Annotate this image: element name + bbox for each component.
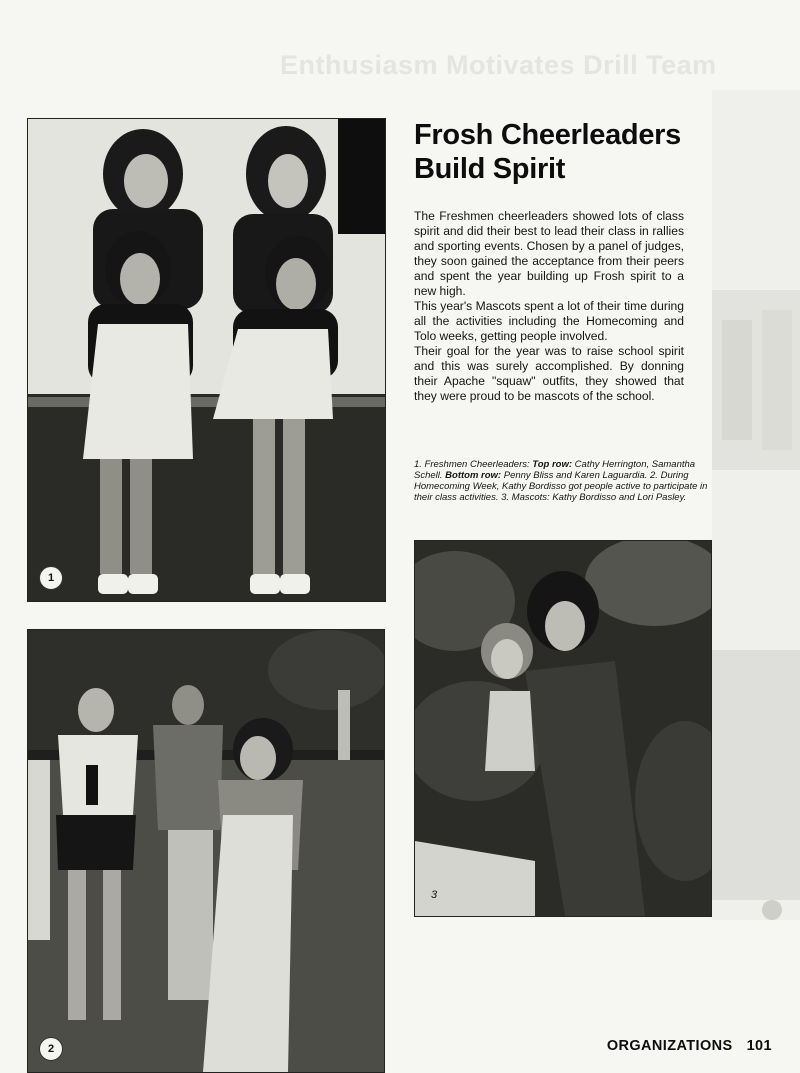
page-folio — [607, 1038, 772, 1054]
body-paragraph: Their goal for the year was to raise school spirit and this was surely accomplished. By donning their Apache "squaw" outfits, they showed that they were proud to be mascots of the school. — [414, 344, 684, 403]
caption-part: Penny Bliss and Karen Laguardia. 2. During Homecoming Week, Kathy Bordisso got people active to participate in their class activities. 3. Mascots: Kathy Bordisso and Lori Pasley. — [414, 470, 708, 503]
photo-cheerleaders — [27, 118, 386, 602]
body-paragraph: The Freshmen cheerleaders showed lots of class spirit and did their best to lead their class in rallies and sporting events. Chosen by a panel of judges, they soon gained the acceptance from their peers and spent the year building up Frosh spirit to a new high. — [414, 209, 684, 298]
photo-mascots — [414, 540, 712, 917]
bleed-through-title: Enthusiasm Motivates Drill Team — [280, 50, 717, 80]
page-headline — [414, 118, 704, 186]
photo-number-badge: 2 — [39, 1037, 63, 1061]
caption-label-top-row: Top row: — [532, 459, 573, 470]
cheerleaders-photo-image — [28, 119, 385, 601]
photo-caption — [414, 459, 709, 503]
homecoming-photo-image — [28, 630, 384, 1072]
caption-part: Cathy Herrington, Samantha Schell. — [414, 459, 696, 481]
page-number: 101 — [746, 1038, 772, 1054]
body-paragraph: This year's Mascots spent a lot of their time during all the activities including the Homecoming and Tolo weeks, getting people involved. — [414, 299, 684, 343]
photo-number-badge: 1 — [39, 566, 63, 590]
caption-label-bottom-row: Bottom row: — [445, 470, 502, 481]
headline-line-2: Build Spirit — [414, 153, 566, 185]
photo-homecoming-week — [27, 629, 385, 1073]
caption-part: 1. Freshmen Cheerleaders: — [414, 459, 533, 470]
article-body — [414, 209, 684, 404]
section-name: ORGANIZATIONS — [606, 1038, 733, 1054]
headline-line-1: Frosh Cheerleaders — [414, 119, 681, 151]
photo-number-badge: 3 — [430, 889, 438, 901]
bleed-through-right-edge — [712, 90, 800, 920]
mascots-photo-image — [415, 541, 711, 916]
